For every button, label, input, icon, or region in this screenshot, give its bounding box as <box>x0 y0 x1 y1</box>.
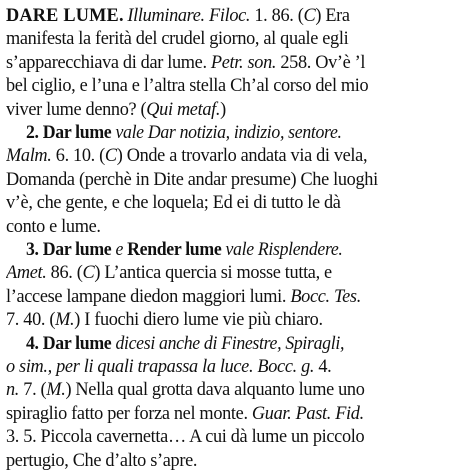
text-segment: 7. ( <box>19 379 47 401</box>
text-segment: Bocc. Tes. <box>290 285 361 307</box>
text-line <box>26 332 470 355</box>
text-segment: dicesi anche di Finestre, Spiragli, <box>115 332 345 354</box>
text-segment: s’apparecchiava di dar lume. <box>6 51 211 73</box>
text-segment: l’accese lampane diedon maggiori lumi. <box>6 285 291 307</box>
text-line <box>6 449 463 472</box>
text-segment: 2. Dar lume <box>26 122 116 143</box>
text-segment: C <box>303 5 316 26</box>
text-segment: n. <box>6 379 20 401</box>
text-segment: M. <box>55 309 75 331</box>
text-segment: Domanda (perchè in Dite andar presume) Che luoghi <box>6 168 378 190</box>
text-line <box>6 51 463 74</box>
text-segment: 4. Dar lume <box>26 332 116 354</box>
text-line <box>6 168 463 191</box>
text-segment: M. <box>46 379 66 401</box>
text-segment: 3. 5. Piccola cavernetta… A cui dà lume un piccolo <box>6 426 365 448</box>
text-segment: ) Onde a trovarlo andata via di vela, <box>116 145 368 167</box>
text-segment: Qui metaf. <box>146 98 221 120</box>
text-segment: manifesta la ferità del crudel giorno, al quale egli <box>6 28 349 50</box>
text-segment: Guar. Past. Fid. <box>251 402 364 424</box>
text-segment: bel ciglio, e l’una e l’altra stella Ch’al corso del mio <box>6 75 369 97</box>
text-segment: Petr. son. <box>210 51 277 73</box>
text-line <box>6 215 463 238</box>
text-segment: v’è, che gente, e che loquela; Ed ei di tutto le dà <box>6 192 341 214</box>
text-segment: pertugio, Che d’alto s’apre. <box>6 449 198 471</box>
text-segment: e <box>115 239 128 260</box>
text-segment: ) L’antica quercia si mosse tutta, e <box>94 262 332 284</box>
text-segment: Illuminare. Filoc. <box>127 5 251 26</box>
text-segment: vale Dar notizia, indizio, sentore. <box>115 122 342 143</box>
text-line <box>6 308 463 331</box>
text-segment: ) Era <box>315 5 350 26</box>
text-segment: 3. Dar lume <box>26 239 116 260</box>
text-segment: o sim., per li quali trapassa la luce. Bocc. g. <box>6 356 315 377</box>
text-segment: Render lume <box>127 239 226 260</box>
text-segment: Amet. <box>6 262 47 284</box>
text-segment: conto e lume. <box>6 215 101 237</box>
text-line <box>6 402 463 425</box>
text-line <box>6 355 463 378</box>
text-segment: viver lume denno? ( <box>6 98 147 120</box>
text-segment: 258. Ov’è ’l <box>276 51 366 73</box>
text-line <box>6 261 463 284</box>
text-segment: Malm. <box>6 145 52 167</box>
text-segment: C <box>104 145 117 167</box>
text-line <box>6 98 463 121</box>
text-line <box>6 285 463 308</box>
text-line <box>6 27 463 50</box>
text-segment: ) I fuochi diero lume vie più chiaro. <box>74 309 323 331</box>
text-line <box>6 144 463 167</box>
text-line <box>6 4 463 27</box>
text-line <box>6 378 463 401</box>
text-segment: C <box>82 262 95 284</box>
text-line <box>6 191 463 214</box>
text-segment: vale Risplendere. <box>225 239 343 260</box>
text-line <box>6 74 463 97</box>
text-segment: . <box>118 5 128 26</box>
text-segment: 6. 10. ( <box>51 145 105 167</box>
text-line <box>26 121 470 144</box>
text-segment: spiraglio fatto per forza nel monte. <box>6 402 252 424</box>
text-segment: ) <box>220 98 226 120</box>
text-segment: 4. <box>314 356 332 377</box>
text-segment: 1. 86. ( <box>250 5 304 26</box>
text-line <box>6 425 463 448</box>
text-segment: ) Nella qual grotta dava alquanto lume uno <box>65 379 365 401</box>
text-line <box>26 238 470 261</box>
entry-headword: DARE LUME <box>6 5 119 26</box>
text-segment: 86. ( <box>46 262 83 284</box>
text-segment: 7. 40. ( <box>6 309 56 331</box>
